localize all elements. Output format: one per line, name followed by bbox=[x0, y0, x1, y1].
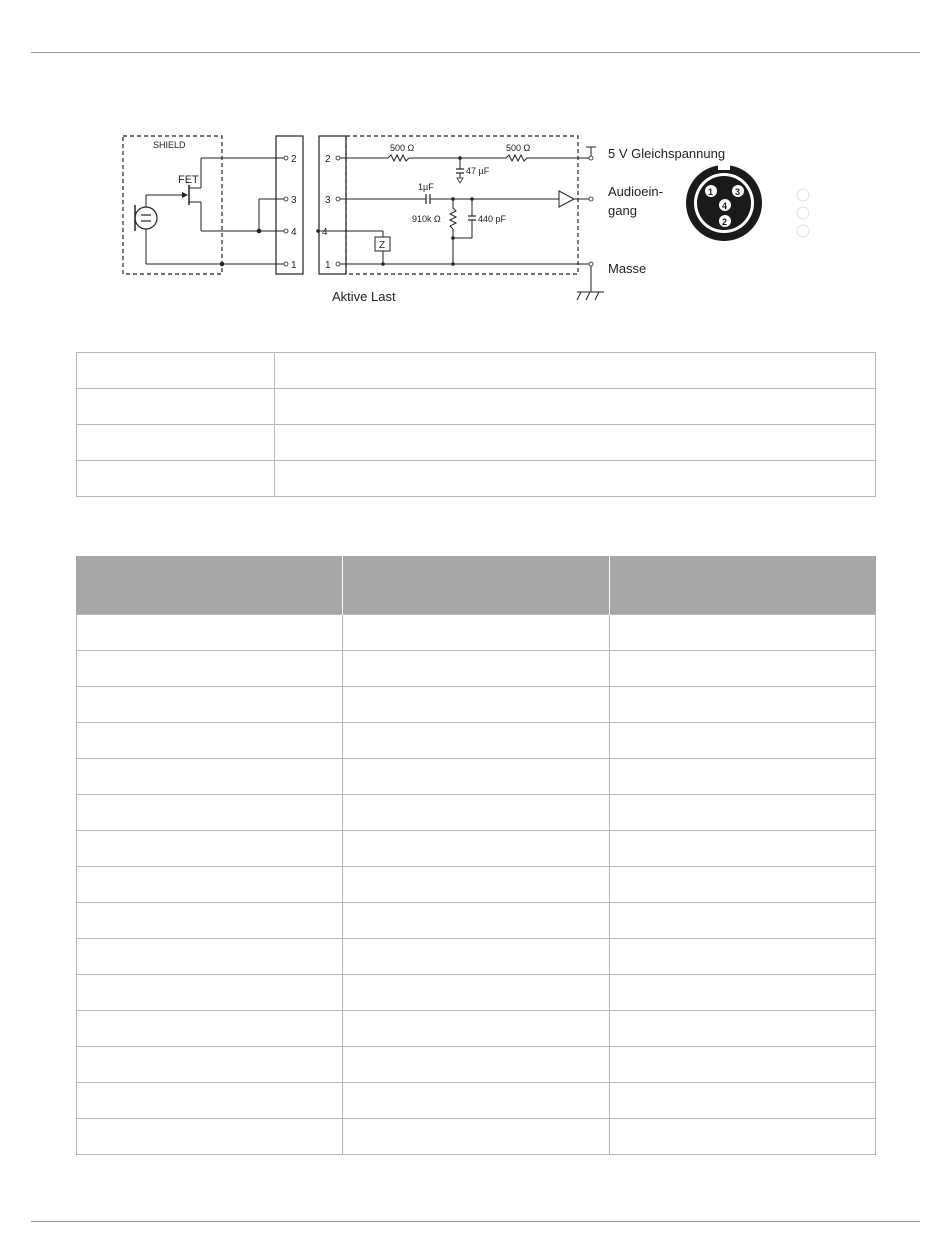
table-cell bbox=[343, 867, 609, 903]
table-cell bbox=[609, 795, 875, 831]
table-cell bbox=[77, 723, 343, 759]
table-cell bbox=[343, 651, 609, 687]
table-cell bbox=[343, 1011, 609, 1047]
table-cell bbox=[343, 1119, 609, 1155]
left-pin-2: 2 bbox=[291, 154, 297, 165]
left-pin-3: 3 bbox=[291, 195, 297, 206]
table-row bbox=[77, 1119, 876, 1155]
resistor-3-icon bbox=[450, 208, 456, 229]
table-cell bbox=[609, 903, 875, 939]
left-pin-1: 1 bbox=[291, 260, 297, 271]
table-cell bbox=[275, 389, 876, 425]
resistor-1-icon bbox=[388, 155, 409, 161]
table-cell bbox=[609, 1083, 875, 1119]
table-cell bbox=[343, 795, 609, 831]
ground-icon bbox=[577, 266, 604, 300]
table-row bbox=[77, 723, 876, 759]
table-cell bbox=[77, 461, 275, 497]
table-row bbox=[77, 867, 876, 903]
shield-box bbox=[123, 136, 222, 274]
table-row bbox=[77, 687, 876, 723]
table-cell bbox=[609, 939, 875, 975]
table-row bbox=[77, 353, 876, 389]
table-cell bbox=[343, 615, 609, 651]
buffer-amp-icon bbox=[559, 191, 574, 207]
table-header-cell bbox=[609, 556, 875, 615]
table-cell bbox=[609, 759, 875, 795]
table-row bbox=[77, 651, 876, 687]
table-cell bbox=[275, 425, 876, 461]
table-cell bbox=[343, 975, 609, 1011]
fet-label: FET bbox=[178, 174, 199, 186]
table-cell bbox=[77, 425, 275, 461]
table-row bbox=[77, 795, 876, 831]
pin-1-label: 1 bbox=[708, 187, 714, 197]
table-row bbox=[77, 831, 876, 867]
impedance-z-label: Z bbox=[379, 240, 386, 251]
table-cell bbox=[609, 1047, 875, 1083]
capacitor-3-label: 440 pF bbox=[478, 214, 507, 224]
table-row bbox=[77, 759, 876, 795]
table-cell bbox=[609, 615, 875, 651]
header-rule bbox=[31, 52, 920, 53]
supply-label: 5 V Gleichspannung bbox=[608, 146, 726, 161]
spec-table-large bbox=[76, 556, 876, 1155]
resistor-2-label: 500 Ω bbox=[506, 143, 531, 153]
pin-2-label: 2 bbox=[722, 217, 728, 227]
footer-rule bbox=[31, 1221, 920, 1222]
table-cell bbox=[77, 651, 343, 687]
active-load-box bbox=[346, 136, 578, 274]
table-cell bbox=[77, 867, 343, 903]
right-pin-4: 4 bbox=[322, 227, 328, 238]
table-cell bbox=[609, 867, 875, 903]
table-header-cell bbox=[77, 556, 343, 615]
load-connector-block bbox=[319, 136, 346, 274]
right-pin-1: 1 bbox=[325, 260, 331, 271]
table-row bbox=[77, 975, 876, 1011]
table-cell bbox=[77, 353, 275, 389]
fet-icon bbox=[182, 158, 286, 231]
right-pin-2: 2 bbox=[325, 154, 331, 165]
table-cell bbox=[77, 795, 343, 831]
table-cell bbox=[343, 1047, 609, 1083]
audio-label-2: gang bbox=[608, 203, 637, 218]
right-pin-3: 3 bbox=[325, 195, 331, 206]
table-cell bbox=[609, 1011, 875, 1047]
table-cell bbox=[609, 831, 875, 867]
ground-label: Masse bbox=[608, 261, 647, 276]
table-cell bbox=[77, 687, 343, 723]
table-row bbox=[77, 389, 876, 425]
table-cell bbox=[77, 1119, 343, 1155]
table-row bbox=[77, 1047, 876, 1083]
table-cell bbox=[77, 615, 343, 651]
table-body bbox=[77, 615, 876, 1155]
table-row bbox=[77, 461, 876, 497]
pin-3-label: 3 bbox=[735, 187, 741, 197]
table-cell bbox=[609, 975, 875, 1011]
table-cell bbox=[77, 759, 343, 795]
table-cell bbox=[77, 903, 343, 939]
table-cell bbox=[343, 759, 609, 795]
table-cell bbox=[343, 723, 609, 759]
pin-4-label: 4 bbox=[722, 201, 728, 211]
table-cell bbox=[609, 687, 875, 723]
table-cell bbox=[343, 903, 609, 939]
capacitor-1-label: 47 µF bbox=[466, 166, 490, 176]
capsule-icon bbox=[135, 195, 182, 264]
shield-label: SHIELD bbox=[153, 140, 186, 150]
table-cell bbox=[77, 975, 343, 1011]
table-row bbox=[77, 1011, 876, 1047]
four-pin-connector-icon bbox=[686, 164, 762, 241]
audio-label-1: Audioein- bbox=[608, 184, 663, 199]
active-load-caption: Aktive Last bbox=[332, 289, 396, 304]
table-cell bbox=[343, 687, 609, 723]
table-cell bbox=[275, 353, 876, 389]
table-cell bbox=[77, 831, 343, 867]
table-cell bbox=[77, 1011, 343, 1047]
table-header-cell bbox=[343, 556, 609, 615]
table-row bbox=[77, 425, 876, 461]
table-cell bbox=[77, 389, 275, 425]
table-cell bbox=[609, 1119, 875, 1155]
table-cell bbox=[609, 723, 875, 759]
mic-connector-block bbox=[276, 136, 303, 274]
spec-table-small bbox=[76, 352, 876, 497]
table-header-row bbox=[77, 556, 876, 615]
table-cell bbox=[77, 1083, 343, 1119]
table-cell bbox=[77, 939, 343, 975]
table-cell bbox=[343, 831, 609, 867]
resistor-3-label: 910k Ω bbox=[412, 214, 441, 224]
capacitor-2-label: 1µF bbox=[418, 182, 434, 192]
table-row bbox=[77, 939, 876, 975]
table-row bbox=[77, 615, 876, 651]
wiring-schematic bbox=[0, 120, 950, 320]
table-cell bbox=[343, 1083, 609, 1119]
table-row bbox=[77, 1083, 876, 1119]
resistor-1-label: 500 Ω bbox=[390, 143, 415, 153]
left-pin-4: 4 bbox=[291, 227, 297, 238]
resistor-2-icon bbox=[506, 155, 527, 161]
table-cell bbox=[343, 939, 609, 975]
table-cell bbox=[275, 461, 876, 497]
table-row bbox=[77, 903, 876, 939]
table-cell bbox=[609, 651, 875, 687]
table-cell bbox=[77, 1047, 343, 1083]
